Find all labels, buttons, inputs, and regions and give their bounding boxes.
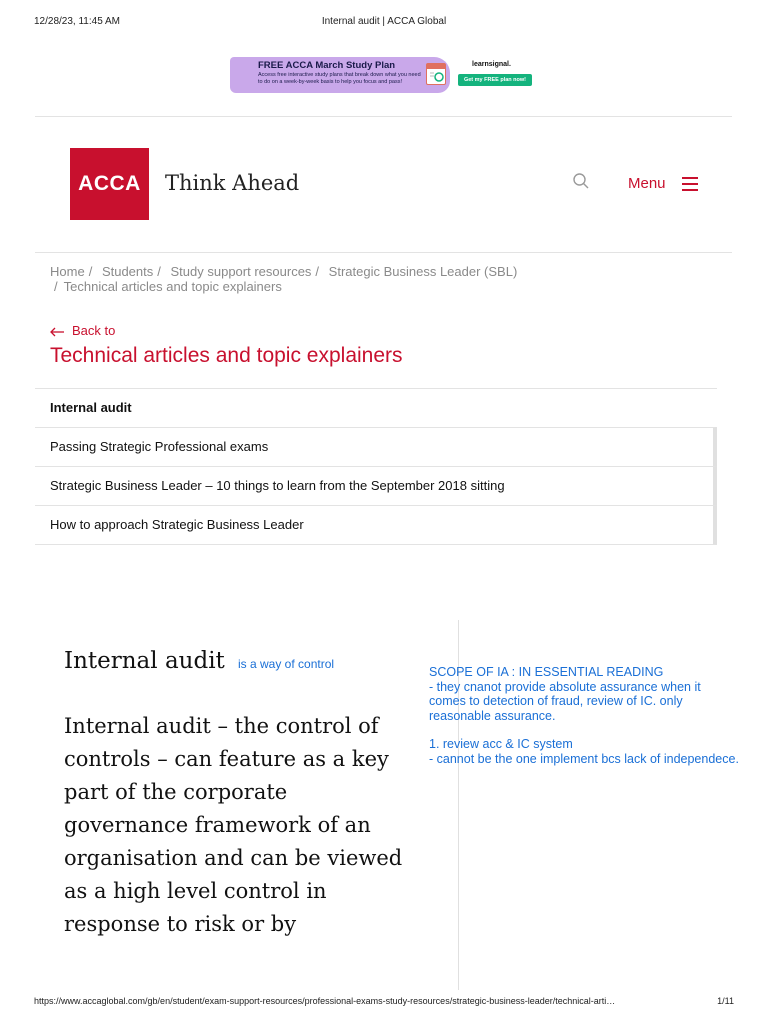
banner-brand: learnsignal. xyxy=(472,61,511,68)
menu-button[interactable]: Menu xyxy=(628,175,666,192)
print-page-title: Internal audit | ACCA Global xyxy=(321,16,447,27)
article-heading: Internal audit xyxy=(64,648,225,674)
banner-description: Access free interactive study plans that break down what you need to do on a week-by-week basis to help you focus and pass! xyxy=(258,72,421,85)
search-icon[interactable] xyxy=(572,172,590,190)
article-body: Internal audit – the control of controls – can feature as a key part of the corporate governance framework of an organisation and can be viewed as a high level control in response to risk or by xyxy=(64,714,403,936)
margin-annotation xyxy=(429,665,739,766)
breadcrumb-home[interactable]: Home xyxy=(50,264,85,279)
print-url: https://www.accaglobal.com/gb/en/student/exam-support-resources/professional-exams-study-resources/strategic-business-leader/technical-arti… xyxy=(34,996,616,1006)
breadcrumb-students[interactable]: Students xyxy=(101,264,154,279)
back-link[interactable] xyxy=(50,323,115,338)
note-line: - they cnanot provide absolute assurance when it comes to detection of fraud, review of IC. only reasonable assurance. xyxy=(429,679,701,723)
arrow-left-icon xyxy=(50,327,64,337)
banner-title: FREE ACCA March Study Plan xyxy=(258,60,396,71)
hamburger-icon[interactable] xyxy=(682,177,698,191)
note-line: 1. review acc & IC system xyxy=(429,737,573,751)
list-item-internal-audit[interactable]: Internal audit xyxy=(35,388,717,427)
breadcrumb-study-support[interactable]: Study support resources xyxy=(170,264,312,279)
breadcrumb: Home / Students / Study support resources / Strategic Business Leader (SBL) / Technical articles and topic explainers xyxy=(50,264,518,294)
header-divider xyxy=(35,116,732,117)
print-datetime: 12/28/23, 11:45 AM xyxy=(34,16,120,27)
print-page-number: 1/11 xyxy=(717,996,734,1006)
note-line: SCOPE OF IA : IN ESSENTIAL READING xyxy=(429,665,664,679)
banner-cta-button[interactable]: Get my FREE plan now! xyxy=(458,74,532,86)
tagline: Think Ahead xyxy=(165,171,300,195)
acca-logo[interactable]: ACCA xyxy=(70,148,149,220)
back-link-label: Back to xyxy=(72,323,116,338)
note-line: - cannot be the one implement bcs lack of independece. xyxy=(429,751,739,766)
list-item-passing-strategic-professional[interactable]: Passing Strategic Professional exams xyxy=(35,427,717,466)
promo-banner[interactable] xyxy=(230,57,540,93)
article-list xyxy=(35,388,717,545)
nav-divider xyxy=(35,252,732,253)
calendar-icon xyxy=(426,63,446,85)
breadcrumb-sbl[interactable]: Strategic Business Leader (SBL) xyxy=(328,264,518,279)
list-item-sbl-10-things[interactable]: Strategic Business Leader – 10 things to learn from the September 2018 sitting xyxy=(35,466,717,505)
breadcrumb-technical-articles[interactable]: Technical articles and topic explainers xyxy=(63,279,282,294)
section-title: Technical articles and topic explainers xyxy=(50,344,403,367)
inline-annotation: is a way of control xyxy=(238,657,335,671)
list-item-approach-sbl[interactable]: How to approach Strategic Business Leader xyxy=(35,505,717,545)
